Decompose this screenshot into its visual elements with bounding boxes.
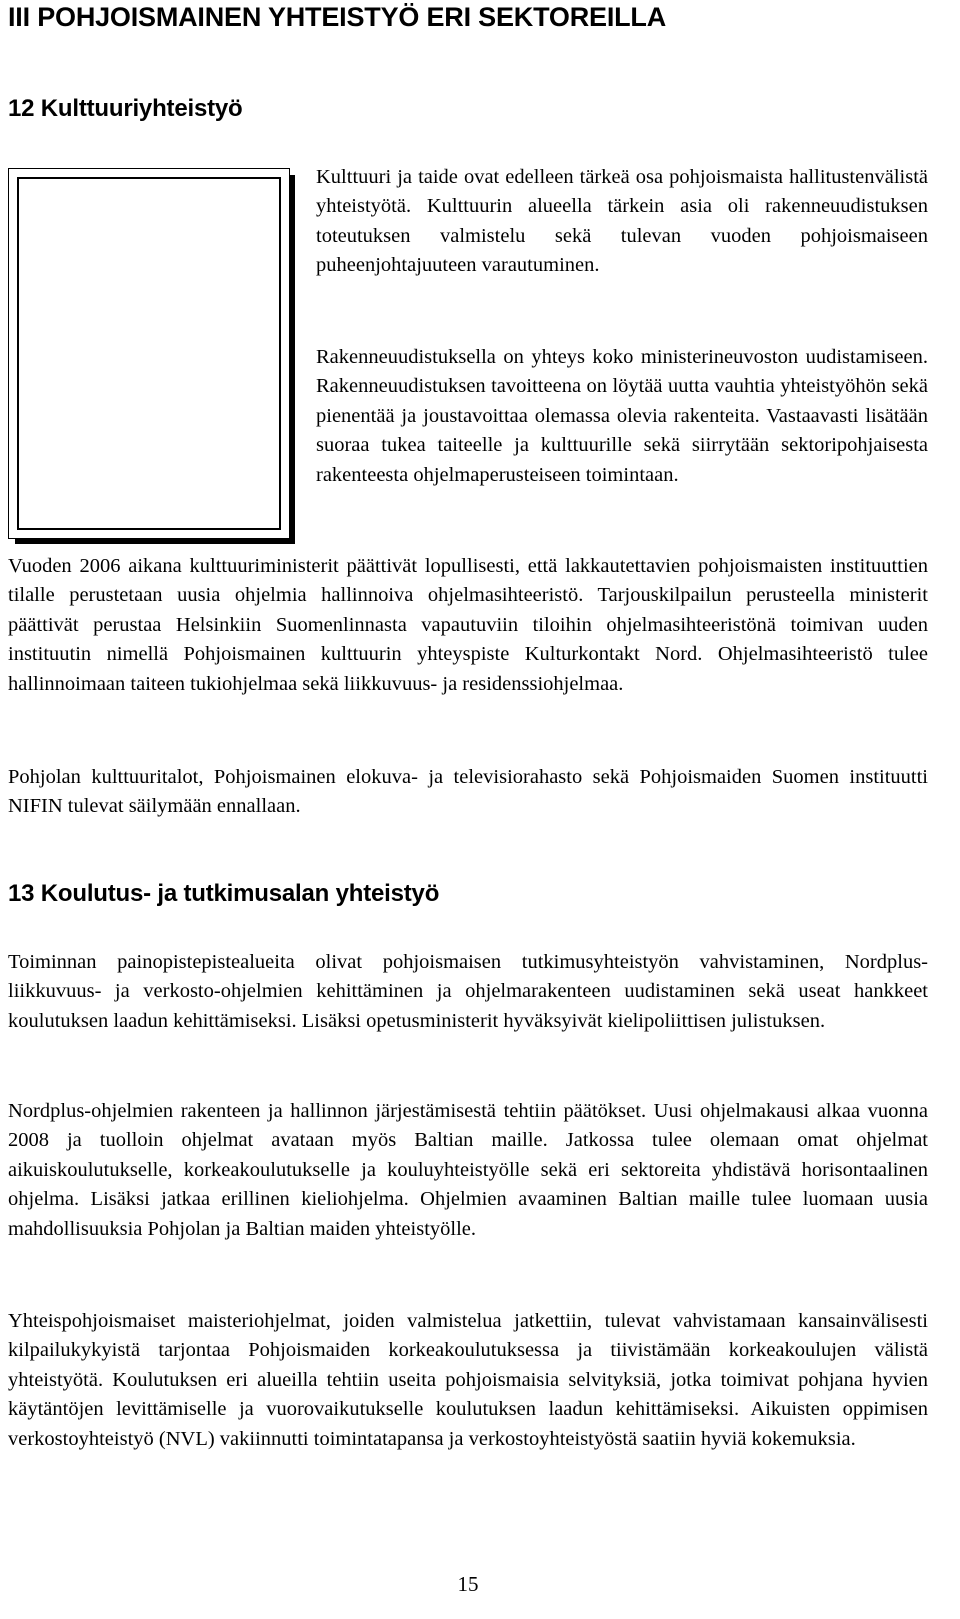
picture-frame-shadow-bottom: [15, 538, 289, 544]
picture-frame-inner-border: [17, 177, 281, 530]
section-13-paragraph-3: Yhteispohjoismaiset maisteriohjelmat, joiden valmistelua jatkettiin, tulevat vahvistamaan kansainvälisesti kilpailukykyistä tarjontaa Pohjoismaiden korkeakoulutuksessa ja tiivistämään korkeakoulujen välistä yhteistyötä. Koulutuksen eri alueilla tehtiin useita pohjoismaisia selvityksiä, jotka toimivat pohjana hyvien käytäntöjen levittämiselle ja vuorovaikutukselle koulutuksen laadun kehittämiseksi. Aikuisten oppimisen verkostoyhteistyö (NVL) vakiinnutti toimintatapansa ja verkostoyhteistyöstä saatiin hyviä kokemuksia.: [8, 1310, 928, 1450]
section-13-paragraph-1: Toiminnan painopistepistealueita olivat pohjoismaisen tutkimusyhteistyön vahvistaminen, Nordplus-liikkuvuus- ja verkosto-ohjelmien kehittäminen ja ohjelmarakenteen uudistaminen sekä useat hankkeet koulutuksen laadun kehittämiseksi. Lisäksi opetusministerit hyväksyivät kielipoliittisen julistuksen.: [8, 951, 928, 1032]
section-13-paragraph-2: Nordplus-ohjelmien rakenteen ja hallinnon järjestämisestä tehtiin päätökset. Uusi ohjelmakausi alkaa vuonna 2008 ja tuolloin ohjelmat avataan myös Baltian maille. Jatkossa tulee olemaan omat ohjelmat aikuiskoulutukselle, korkeakoulutukselle ja kouluyhteistyölle sekä eri sektoreita yhdistävä horisontaalinen ohjelma. Lisäksi jatkaa erillinen kieliohjelma. Ohjelmien avaaminen Baltian maille tulee luomaan uusia mahdollisuuksia Pohjolan ja Baltian maiden yhteistyölle.: [8, 1100, 928, 1240]
picture-frame-shadow-right: [289, 175, 295, 544]
section-12-paragraph-4: Pohjolan kulttuuritalot, Pohjoismainen elokuva- ja televisiorahasto sekä Pohjoismaiden Suomen instituutti NIFIN tulevat säilymään ennallaan.: [8, 766, 928, 818]
section-12-heading: 12 Kulttuuriyhteistyö: [8, 95, 243, 122]
section-12-paragraph-2: Rakenneuudistuksella on yhteys koko ministerineuvoston uudistamiseen. Rakenneuudistuksen tavoitteena on löytää uutta vauhtia yhteistyöhön sekä pienentää ja joustavoittaa olemassa olevia rakenteita. Vastaavasti lisätään suoraa tukea taiteelle ja kulttuurille sekä siirrytään sektoripohjaisesta rakenteesta ohjelmaperusteiseen toimintaan.: [316, 346, 928, 486]
section-13-heading: 13 Koulutus- ja tutkimusalan yhteistyö: [8, 880, 440, 907]
page-number: 15: [457, 1572, 479, 1596]
section-12-paragraph-1: Kulttuuri ja taide ovat edelleen tärkeä osa pohjoismaista hallitustenvälistä yhteistyötä. Kulttuurin alueella tärkein asia oli rakenneuudistuksen toteutuksen valmistelu sekä tulevan vuoden pohjoismaiseen puheenjohtajuuteen varautuminen.: [316, 166, 928, 277]
section-12-paragraph-3: Vuoden 2006 aikana kulttuuriministerit päättivät lopullisesti, että lakkautettavien pohjoismaisten instituuttien tilalle perustetaan uusia ohjelmia hallinnoiva ohjelmasihteeristö. Tarjouskilpailun perusteella ministerit päättivät perustaa Helsinkiin Suomenlinnasta vapautuviin tiloihin ohjelmasihteeristönä toimivan uuden instituutin nimellä Pohjoismainen kulttuurin yhteyspiste Kulturkontakt Nord. Ohjelmasihteeristö tulee hallinnoimaan taiteen tukiohjelmaa sekä liikkuvuus- ja residenssiohjelmaa.: [8, 555, 928, 695]
empty-picture-frame: [8, 168, 290, 539]
main-heading: III POHJOISMAINEN YHTEISTYÖ ERI SEKTOREILLA: [8, 2, 667, 32]
